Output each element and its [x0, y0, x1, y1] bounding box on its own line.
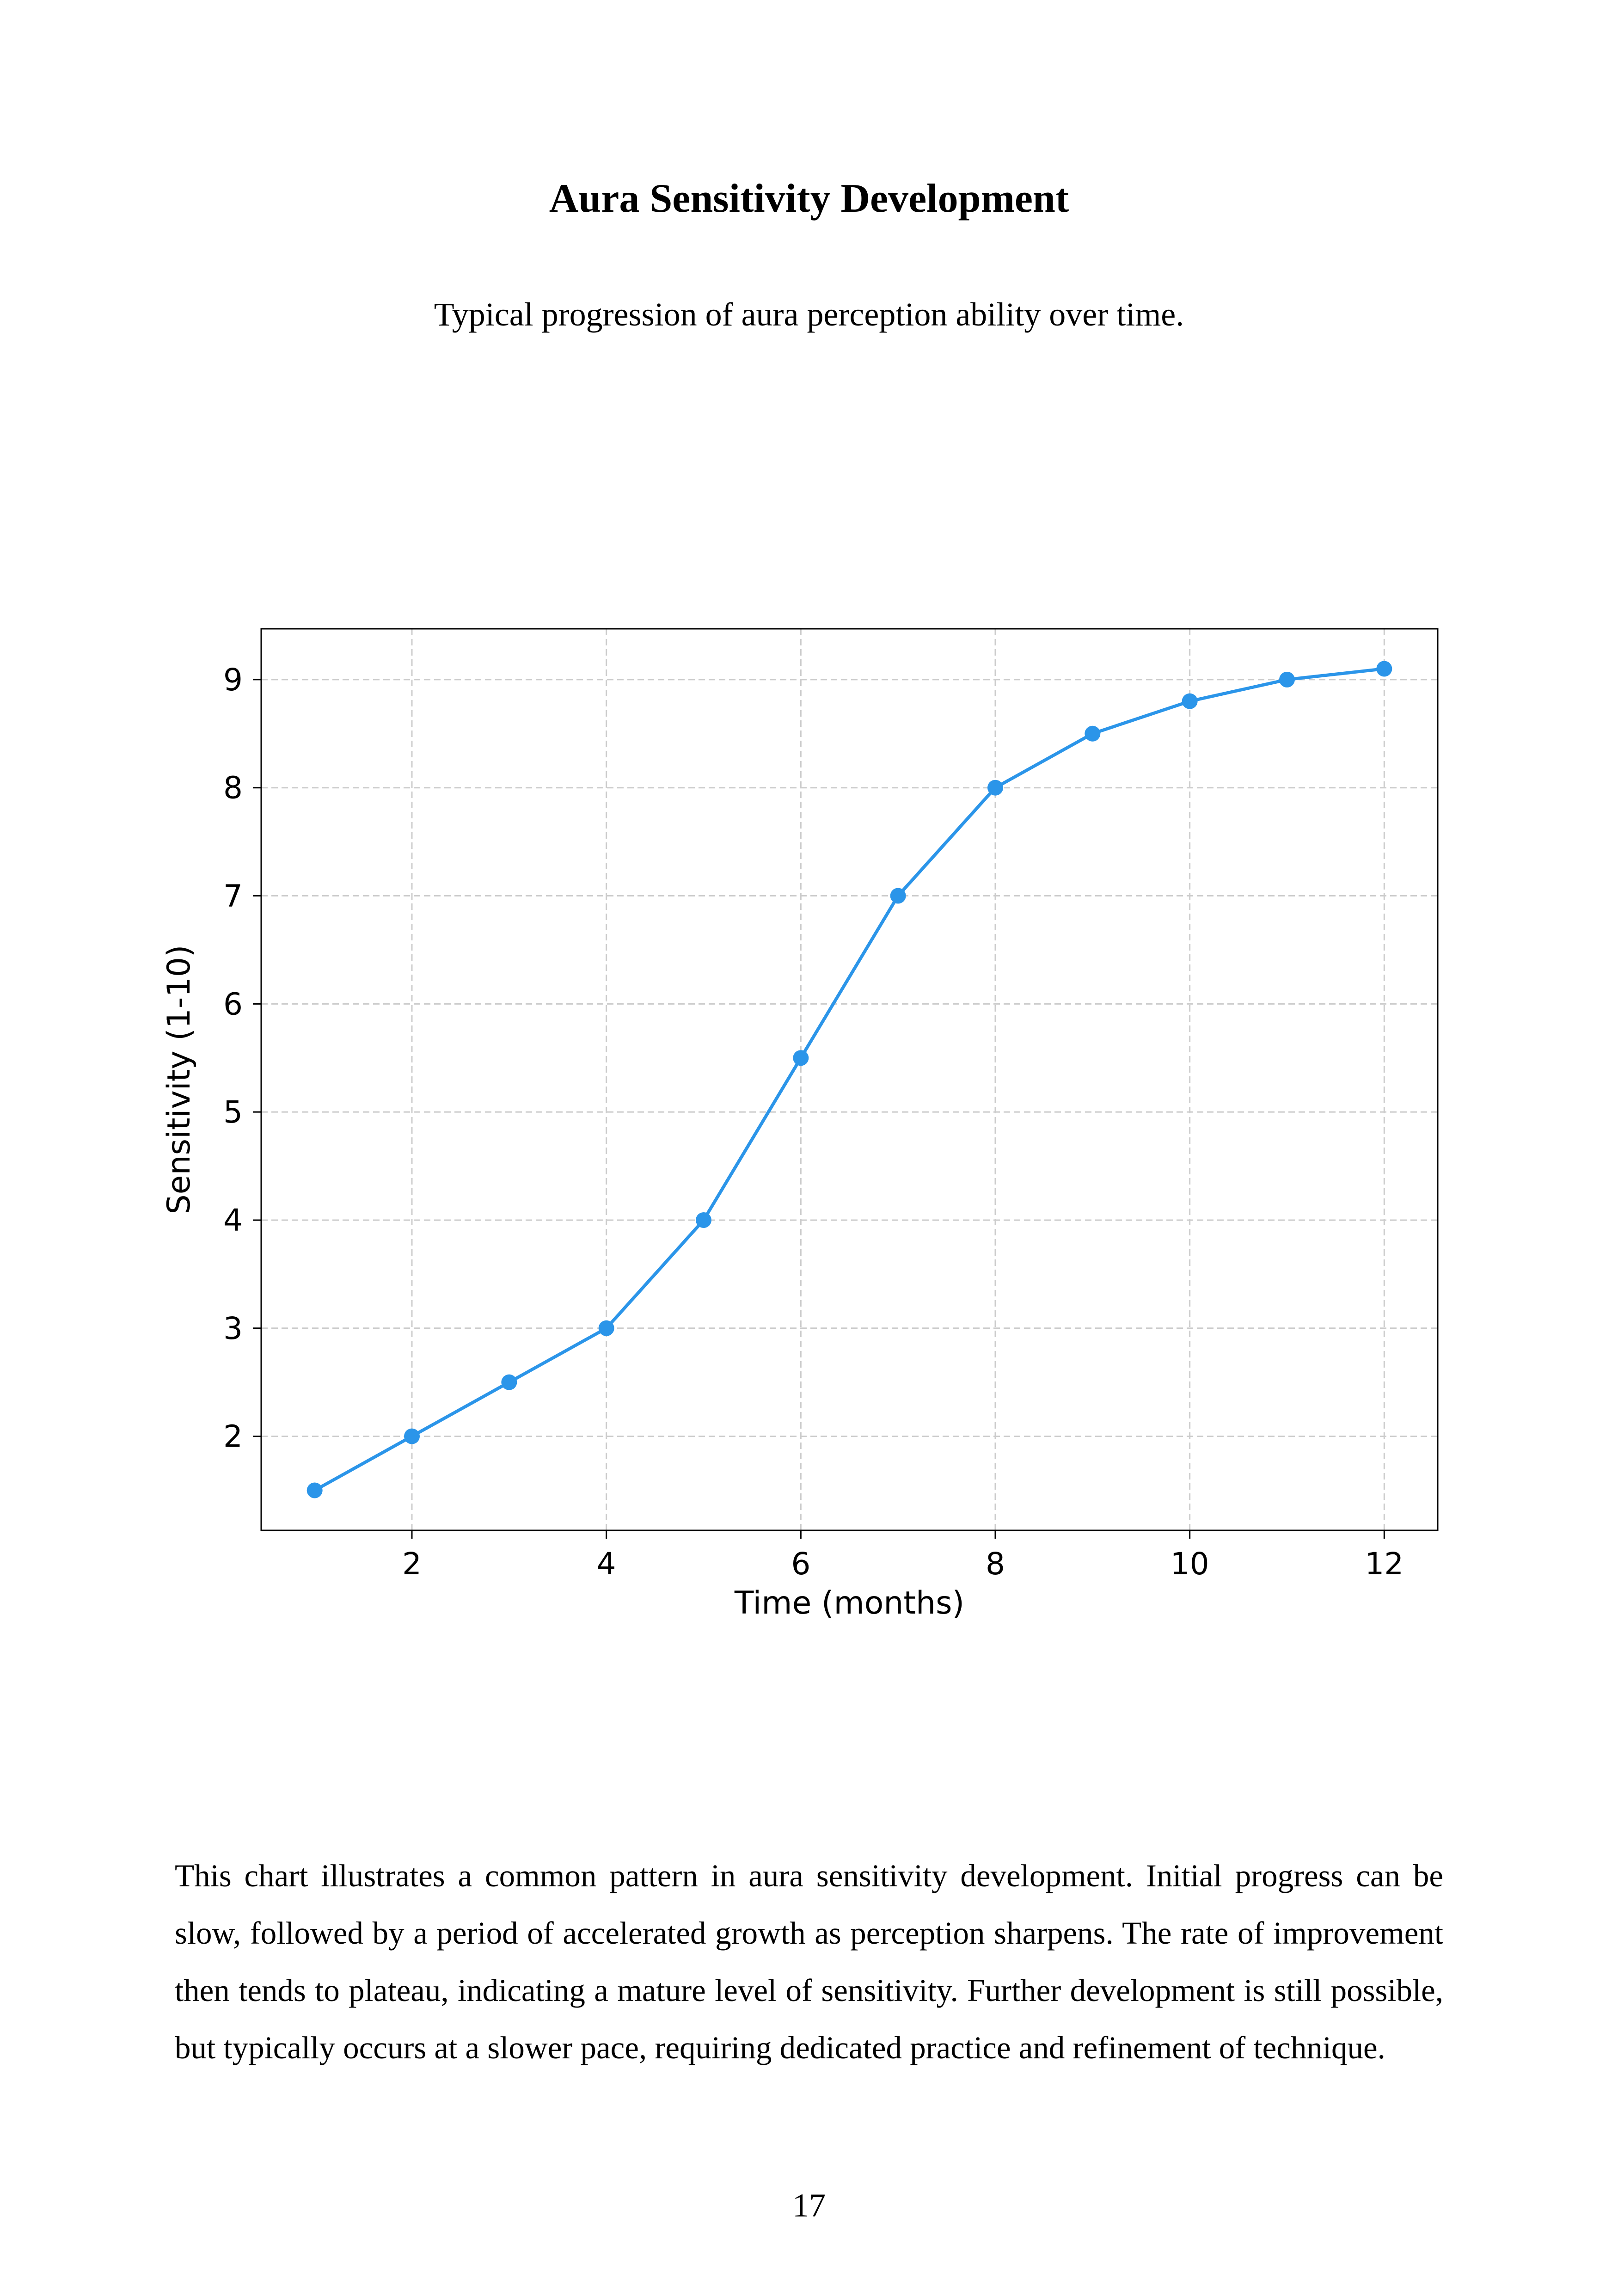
x-tick-label: 6: [791, 1546, 811, 1582]
y-tick-label: 7: [223, 878, 243, 914]
line-chart: [0, 601, 1618, 1641]
data-point: [1279, 672, 1295, 688]
x-tick-label: 10: [1170, 1546, 1209, 1582]
x-tick-label: 12: [1365, 1546, 1404, 1582]
data-point: [696, 1212, 711, 1228]
page-subtitle: Typical progression of aura perception ability over time.: [434, 296, 1184, 333]
data-point: [793, 1050, 809, 1066]
y-tick-label: 2: [223, 1418, 243, 1455]
x-tick-label: 8: [985, 1546, 1005, 1582]
y-axis-label: Sensitivity (1-10): [161, 945, 197, 1215]
data-point: [599, 1320, 614, 1336]
chart-svg: [0, 601, 1618, 1641]
x-tick-label: 2: [402, 1546, 422, 1582]
y-tick-label: 5: [223, 1094, 243, 1130]
data-point: [307, 1482, 323, 1498]
y-tick-label: 4: [223, 1202, 243, 1238]
data-point: [1376, 661, 1392, 677]
data-point: [890, 888, 906, 904]
data-point: [987, 780, 1003, 796]
grid-layer: [261, 629, 1438, 1530]
x-tick-label: 4: [596, 1546, 616, 1582]
data-point: [404, 1429, 420, 1444]
data-point: [1085, 726, 1100, 742]
page-title: Aura Sensitivity Development: [549, 176, 1069, 221]
series-layer: [307, 661, 1392, 1498]
y-tick-label: 9: [223, 662, 243, 698]
series-line: [315, 669, 1385, 1491]
y-tick-label: 6: [223, 986, 243, 1022]
page-number: 17: [792, 2187, 826, 2224]
data-point: [1182, 694, 1198, 709]
plot-frame: [261, 629, 1438, 1530]
body-paragraph: This chart illustrates a common pattern in aura sensitivity development. Initial progress can be slow, followed by a period of accelerated growth as perception sharpens. The rate of improvement then tends to plateau, indicating a mature level of sensitivity. Further development is still possible, but typically occurs at a slower pace, requiring dedicated practice and refinement of technique.: [175, 1858, 1443, 2065]
x-axis-label: Time (months): [734, 1585, 965, 1621]
y-tick-label: 8: [223, 770, 243, 806]
y-tick-label: 3: [223, 1310, 243, 1346]
data-point: [501, 1375, 517, 1390]
